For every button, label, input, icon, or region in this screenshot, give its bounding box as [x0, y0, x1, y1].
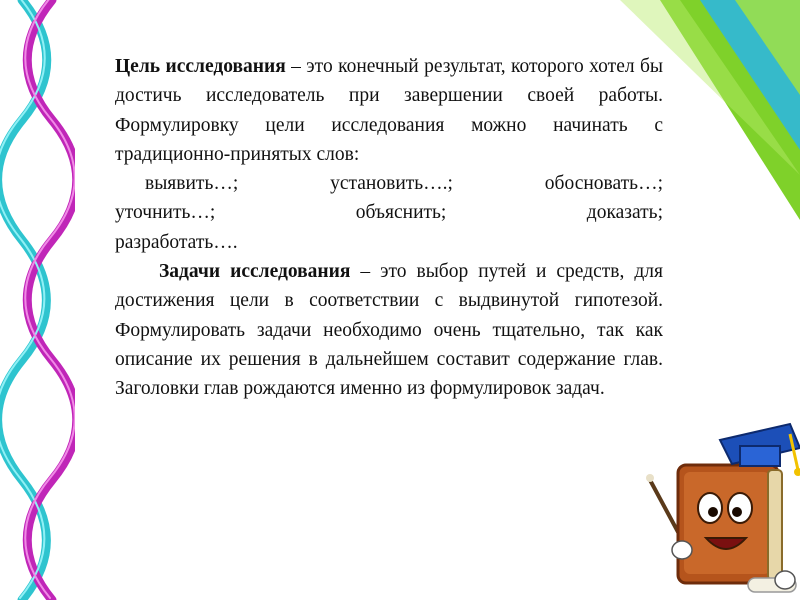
goal-term: Цель исследования: [115, 56, 286, 77]
verbs-line-1: выявить…; установить….; обосновать…;: [145, 173, 663, 195]
tasks-term: Задачи исследования: [159, 261, 351, 283]
tasks-paragraph: [115, 257, 663, 403]
tasks-text: – это выбор путей и средств, для достижения цели в соответствии с выдвинутой гипотезой. Формулировать задачи необходимо очень тщательно, так как описание их решения в дальнейшем составит содержание глав. Заголовки глав рождаются именно из формулировок задач.: [115, 261, 663, 400]
verbs-line-2: уточнить…; объяснить; доказать;: [115, 202, 663, 224]
verbs-line-3: разработать….: [115, 231, 238, 253]
dna-helix-decoration-icon: [0, 0, 75, 600]
goal-text: – это конечный результат, которого хотел бы достичь исследователь при завершении своей работы. Формулировку цели исследования можно начинать с традиционно-принятых слов:: [115, 56, 663, 165]
goal-paragraph: [115, 52, 663, 169]
text-content: [115, 52, 663, 404]
book-mascot-icon: [640, 420, 800, 600]
